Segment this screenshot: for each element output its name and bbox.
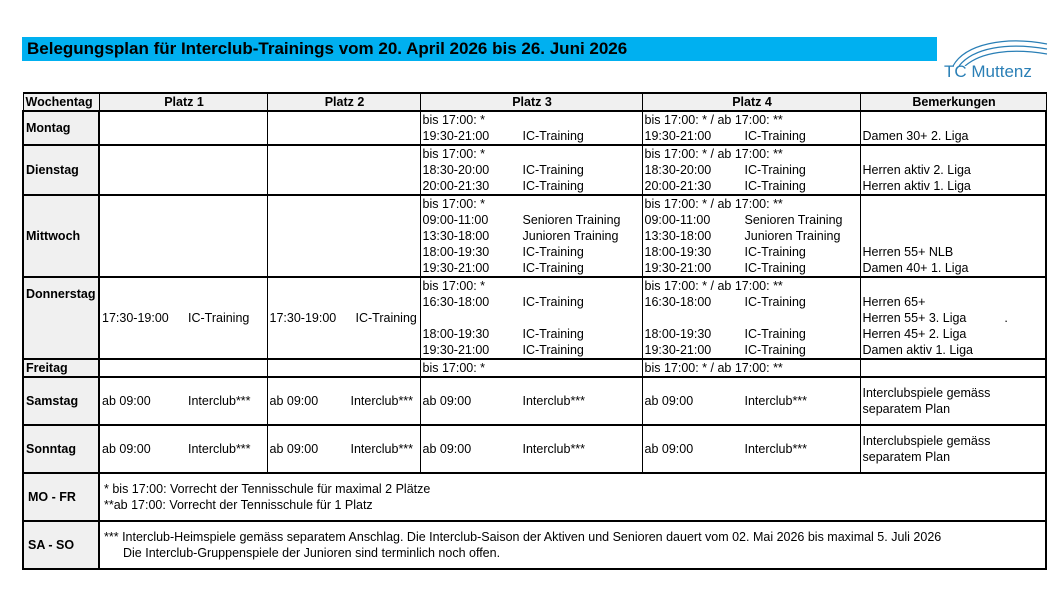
slot (420, 178, 642, 195)
slot (642, 260, 860, 277)
slot (420, 377, 642, 425)
footer-mo-fr (99, 473, 1046, 521)
slot-label: Interclub*** (744, 394, 808, 408)
day-sa-so: SA - SO (23, 521, 99, 569)
cell-remark (860, 195, 1046, 212)
slot (99, 377, 267, 425)
slot-time: 19:30-21:00 (422, 129, 490, 143)
slot (267, 277, 420, 359)
slot-time: 16:30-18:00 (644, 295, 712, 309)
header-platz-3: Platz 3 (420, 93, 642, 111)
slot-time: 18:30-20:00 (422, 163, 490, 177)
slot (642, 342, 860, 359)
slot-label: IC-Training (522, 129, 584, 143)
slot (420, 294, 642, 310)
slot (420, 260, 642, 277)
slot-label: Interclub*** (522, 442, 586, 456)
header-wochentag: Wochentag (23, 93, 99, 111)
slot-time: 16:30-18:00 (422, 295, 490, 309)
slot-time: 19:30-21:00 (644, 343, 712, 357)
slot-time: 18:30-20:00 (644, 163, 712, 177)
slot-label: IC-Training (355, 311, 417, 325)
slot-label: IC-Training (744, 245, 806, 259)
slot-time: 09:00-11:00 (644, 213, 711, 227)
cell-text: bis 17:00: * / ab 17:00: ** (642, 111, 860, 128)
slot-time: ab 09:00 (269, 394, 319, 408)
slot-label: IC-Training (522, 327, 584, 341)
slot (420, 342, 642, 359)
cell-text: bis 17:00: * (420, 145, 642, 162)
slot-time: 19:30-21:00 (644, 129, 712, 143)
slot-time: ab 09:00 (422, 394, 472, 408)
day-mo-fr: MO - FR (23, 473, 99, 521)
cell-mittwoch-p2 (267, 195, 420, 277)
table-row (23, 425, 1046, 473)
slot (642, 128, 860, 145)
slot-label: IC-Training (522, 245, 584, 259)
cell-montag-p1 (99, 111, 267, 145)
table-row (23, 359, 1046, 376)
footer-line: Die Interclub-Gruppenspiele der Junioren sind terminlich noch offen. (123, 546, 501, 560)
table-row (23, 521, 1046, 569)
slot-label: Senioren Training (522, 213, 621, 227)
cell-text: bis 17:00: * / ab 17:00: ** (642, 195, 860, 212)
header-platz-2: Platz 2 (267, 93, 420, 111)
slot-time: ab 09:00 (102, 442, 151, 456)
slot (642, 228, 860, 244)
cell-remark (860, 228, 1046, 244)
cell-text: bis 17:00: * (420, 195, 642, 212)
cell-remark: Herren 65+ (860, 294, 1046, 310)
table-row (23, 377, 1046, 425)
header-platz-1: Platz 1 (99, 93, 267, 111)
cell-remark (860, 212, 1046, 228)
cell-remark (860, 359, 1046, 377)
slot-label: Junioren Training (522, 229, 619, 243)
slot-time: ab 09:00 (102, 394, 151, 408)
slot-label: IC-Training (188, 311, 250, 325)
day-sonntag: Sonntag (23, 425, 99, 473)
day-donnerstag: Donnerstag (23, 277, 99, 310)
table-row (23, 473, 1046, 521)
day-donnerstag-cont (23, 310, 99, 359)
cell-empty (642, 310, 860, 326)
cell-empty (420, 310, 642, 326)
cell-remark: Herren aktiv 2. Liga (860, 162, 1046, 178)
slot (642, 162, 860, 178)
slot-label: Junioren Training (744, 229, 841, 243)
page-title: Belegungsplan für Interclub-Trainings vom 20. April 2026 bis 26. Juni 2026 (27, 39, 628, 58)
slot-time: 20:00-21:30 (644, 179, 712, 193)
slot-label: Interclub*** (188, 394, 251, 408)
slot-label: IC-Training (744, 295, 806, 309)
cell-remark: Herren 55+ NLB (860, 244, 1046, 260)
header-bemerkungen: Bemerkungen (860, 93, 1046, 111)
slot (99, 425, 267, 473)
slot (99, 277, 267, 359)
cell-remark (860, 277, 1046, 294)
slot (642, 425, 860, 473)
footer-line: *** Interclub-Heimspiele gemäss separatem Anschlag. Die Interclub-Saison der Aktiven und Senioren dauert vom 02. Mai 2026 bis maximal 5. Juli 2026 (104, 530, 942, 544)
cell-text: bis 17:00: * / ab 17:00: ** (642, 359, 860, 376)
cell-text: bis 17:00: * (420, 111, 642, 128)
slot-time: ab 09:00 (269, 442, 319, 456)
footer-line: **ab 17:00: Vorrecht der Tennisschule für 1 Platz (104, 498, 373, 512)
slot-label: IC-Training (522, 179, 584, 193)
slot (420, 228, 642, 244)
cell-text: bis 17:00: * (420, 359, 642, 376)
slot (420, 326, 642, 342)
slot (267, 425, 420, 473)
slot-label: IC-Training (744, 163, 806, 177)
cell-remark: Damen 30+ 2. Liga (860, 128, 1046, 145)
slot (420, 212, 642, 228)
cell-remark: Herren aktiv 1. Liga (860, 178, 1046, 195)
slot (420, 244, 642, 260)
slot-label: Interclub*** (522, 394, 586, 408)
slot (642, 178, 860, 195)
cell-dienstag-p2 (267, 145, 420, 195)
day-mittwoch: Mittwoch (23, 195, 99, 277)
cell-remark: Damen 40+ 1. Liga (860, 260, 1046, 277)
cell-text: bis 17:00: * / ab 17:00: ** (642, 145, 860, 162)
slot-time: 18:00-19:30 (644, 327, 712, 341)
slot-time: 19:30-21:00 (644, 261, 712, 275)
slot-label: IC-Training (522, 261, 584, 275)
table-row (23, 111, 1046, 128)
cell-text: bis 17:00: * / ab 17:00: ** (642, 277, 860, 294)
logo-text: TC Muttenz (944, 62, 1032, 81)
slot-time: 13:30-18:00 (422, 229, 490, 243)
footer-line: * bis 17:00: Vorrecht der Tennisschule für maximal 2 Plätze (104, 482, 431, 496)
cell-freitag-p2 (267, 359, 420, 377)
cell-remark: Interclubspiele gemäss separatem Plan (860, 377, 1046, 425)
slot-label: IC-Training (522, 295, 584, 309)
remark-text: Herren 55+ 3. Liga (862, 311, 967, 325)
slot (420, 425, 642, 473)
day-freitag: Freitag (23, 359, 99, 377)
cell-remark: Herren 45+ 2. Liga (860, 326, 1046, 342)
cell-remark: Damen aktiv 1. Liga (860, 342, 1046, 359)
slot (642, 326, 860, 342)
slot-time: 19:30-21:00 (422, 343, 490, 357)
slot-label: IC-Training (522, 163, 584, 177)
slot-time: 09:00-11:00 (422, 213, 489, 227)
table-row (23, 195, 1046, 212)
slot (420, 128, 642, 145)
slot-time: 17:30-19:00 (269, 311, 337, 325)
day-samstag: Samstag (23, 377, 99, 425)
slot-time: 19:30-21:00 (422, 261, 490, 275)
slot-time: 18:00-19:30 (422, 245, 490, 259)
header-platz-4: Platz 4 (642, 93, 860, 111)
slot-label: IC-Training (744, 327, 806, 341)
slot (642, 294, 860, 310)
cell-dienstag-p1 (99, 145, 267, 195)
slot-label: Interclub*** (350, 442, 414, 456)
cell-remark (860, 111, 1046, 128)
slot (642, 244, 860, 260)
cell-text: bis 17:00: * (420, 277, 642, 294)
cell-freitag-p1 (99, 359, 267, 377)
footer-sa-so (99, 521, 1046, 569)
table-header-row (23, 93, 1046, 111)
day-montag: Montag (23, 111, 99, 145)
cell-montag-p2 (267, 111, 420, 145)
slot-time: 13:30-18:00 (644, 229, 712, 243)
cell-remark: Interclubspiele gemäss separatem Plan (860, 425, 1046, 473)
cell-mittwoch-p1 (99, 195, 267, 277)
slot-label: Interclub*** (744, 442, 808, 456)
slot-time: 18:00-19:30 (422, 327, 490, 341)
slot (642, 212, 860, 228)
schedule-table (22, 92, 1047, 570)
cell-remark (860, 145, 1046, 162)
slot-label: IC-Training (744, 179, 806, 193)
club-logo (935, 36, 1053, 84)
day-dienstag: Dienstag (23, 145, 99, 195)
cell-remark (860, 310, 1046, 326)
slot (642, 377, 860, 425)
slot-time: ab 09:00 (644, 442, 694, 456)
slot-label: Senioren Training (744, 213, 843, 227)
slot-time: 18:00-19:30 (644, 245, 712, 259)
slot-label: Interclub*** (188, 442, 251, 456)
slot-label: IC-Training (744, 129, 806, 143)
slot-time: ab 09:00 (422, 442, 472, 456)
slot-label: IC-Training (744, 261, 806, 275)
slot (267, 377, 420, 425)
slot-label: IC-Training (744, 343, 806, 357)
table-row (23, 277, 1046, 294)
table-row (23, 145, 1046, 162)
slot-label: IC-Training (522, 343, 584, 357)
slot-time: ab 09:00 (644, 394, 694, 408)
remark-dot: . (1004, 311, 1008, 325)
title-bar (22, 37, 937, 61)
slot-time: 20:00-21:30 (422, 179, 490, 193)
slot-label: Interclub*** (350, 394, 414, 408)
slot-time: 17:30-19:00 (102, 311, 169, 325)
slot (420, 162, 642, 178)
